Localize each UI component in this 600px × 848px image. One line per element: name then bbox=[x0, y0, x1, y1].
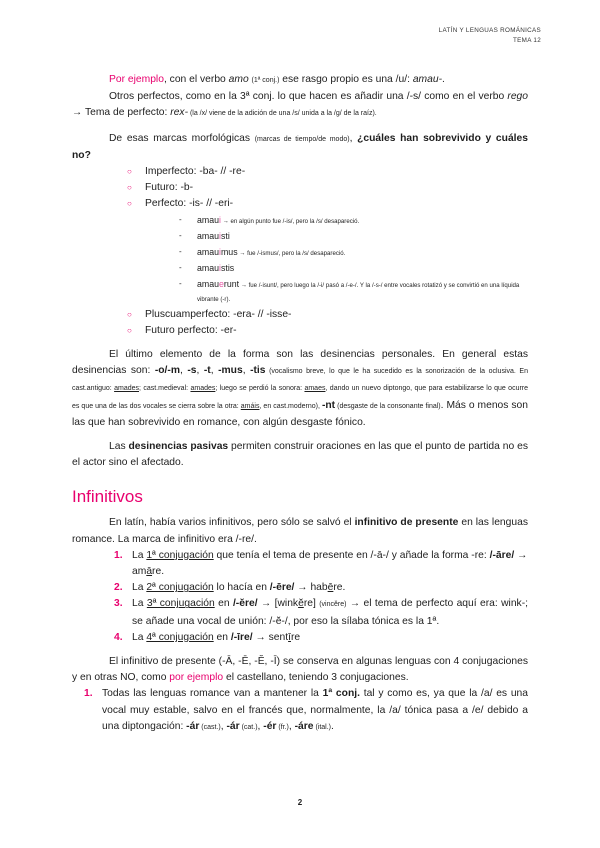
form-stem: amau bbox=[197, 246, 220, 257]
text: , con el verbo bbox=[163, 74, 229, 85]
text: . bbox=[442, 74, 445, 85]
conjugation-list bbox=[72, 548, 528, 646]
sep: , bbox=[196, 365, 204, 377]
header-topic: TEMA 12 bbox=[513, 37, 541, 44]
paragraph-present-infinitive bbox=[72, 654, 528, 686]
ending-form: -ér bbox=[263, 720, 277, 732]
list-item: 2. La 2ª conjugación lo hacía en /-ēre/ → habēre. bbox=[114, 580, 528, 596]
list-item: ○ Futuro: -b- bbox=[127, 180, 528, 196]
form-highlight: i bbox=[219, 214, 221, 225]
form-ending: mus bbox=[220, 246, 238, 257]
list-item: 1. Todas las lenguas romance van a mantener la 1ª conj. tal y como es, ya que la /a/ es una vocal muy estable, salvo en el francés que, normalmente, la /a/ tónica pasa a /e/ debido a una diptongación: -ár (cast.), -ár (cat.), -ér (fr.), -áre (ital.). bbox=[84, 688, 529, 732]
example-label: Por ejemplo bbox=[109, 74, 164, 85]
small-note: (desgaste de la consonante final) bbox=[335, 402, 441, 410]
form-stem: amau bbox=[197, 230, 220, 241]
paragraph-passive bbox=[72, 439, 528, 471]
stem-rex: rex- bbox=[170, 107, 188, 119]
form-note: → fue /-isunt/, pero luego la /-i/ pasó a /-e-/. Y la /-s-/ entre vocales rotatizó y se convirtió en una líquida vibrante (-r). bbox=[197, 281, 520, 303]
small-note: (la /x/ viene de la adición de una /s/ unida a la /g/ de la raíz). bbox=[188, 110, 377, 118]
example-form: amáis bbox=[240, 402, 260, 410]
list-item bbox=[127, 196, 528, 306]
header-course: LATÍN Y LENGUAS ROMÁNICAS bbox=[438, 27, 541, 34]
small-note: (vincĕre) bbox=[319, 601, 347, 609]
ending: -o/-m bbox=[154, 365, 180, 377]
page-content bbox=[72, 72, 528, 736]
small-note: (vocalismo breve, lo que le ha sucedido es la sonorización de la oclusiva. En cast.antiguo: bbox=[72, 368, 528, 393]
example-form: amaes bbox=[304, 385, 326, 393]
list-number: 4. bbox=[114, 631, 123, 643]
paragraph-infinitives bbox=[72, 515, 528, 547]
ending: -tis bbox=[250, 365, 266, 377]
form-ending: stis bbox=[220, 262, 235, 273]
perfect-forms-list bbox=[145, 213, 528, 307]
list-item: 4. La 4ª conjugación en /-īre/ → sentīre bbox=[114, 630, 528, 646]
text: permiten construir oraciones en las que el punto de partida no es el actor sino el afectado. bbox=[72, 441, 528, 469]
term-bold: infinitivo de presente bbox=[354, 517, 459, 529]
list-item: ○ Pluscuamperfecto: -era- // -isse- bbox=[127, 307, 528, 323]
text: en las lenguas romance. La marca de infinitivo era /-re/. bbox=[72, 517, 528, 545]
ending-form: -ár bbox=[226, 720, 240, 732]
ending: -nt bbox=[321, 399, 336, 411]
paragraph-other-perfects bbox=[72, 89, 528, 122]
paragraph-example-amo bbox=[72, 72, 528, 89]
ending-form: /-āre/ bbox=[489, 549, 515, 561]
list-number: 1. bbox=[114, 549, 123, 561]
text: , bbox=[349, 132, 358, 144]
sep: , bbox=[180, 365, 188, 377]
form-ending: runt bbox=[223, 278, 240, 289]
text: En latín, había varios infinitivos, pero sólo se salvó el bbox=[109, 517, 355, 529]
text: → Tema de perfecto: bbox=[72, 107, 171, 119]
running-header bbox=[439, 26, 541, 46]
verb-amo: amo bbox=[228, 74, 249, 85]
ending-form: /-ĕre/ bbox=[232, 598, 258, 610]
list-item: ○ Imperfecto: -ba- // -re- bbox=[127, 164, 528, 180]
small-note: (1ª conj.) bbox=[251, 77, 280, 84]
term-bold: 1ª conj. bbox=[322, 688, 360, 700]
term-bold: desinencias pasivas bbox=[128, 441, 229, 453]
list-number: 3. bbox=[114, 598, 123, 610]
text: . Más o menos son las que han sobrevivido en romance, con algún desgaste fónico. bbox=[72, 399, 528, 428]
form-stem: amau bbox=[197, 278, 220, 289]
form-stem: amau bbox=[197, 214, 220, 225]
stem-amau: amau- bbox=[412, 74, 442, 85]
paragraph-question bbox=[72, 131, 528, 164]
question-bold: ¿cuáles han sobrevivido y cuáles no? bbox=[72, 132, 528, 161]
list-item bbox=[179, 213, 528, 229]
conjugation-name: 4ª conjugación bbox=[146, 631, 214, 643]
text: ese rasgo propio es una /u/: bbox=[279, 74, 413, 85]
list-item bbox=[179, 277, 528, 307]
small-note: ; cast.medieval: bbox=[139, 385, 191, 393]
ending-form: /-ēre/ bbox=[269, 582, 295, 594]
sep: , bbox=[242, 365, 251, 377]
form-highlight: i bbox=[219, 230, 221, 241]
page-number: 2 bbox=[297, 798, 303, 807]
list-item-text: Perfecto: -is- // -eri- bbox=[145, 198, 234, 210]
text: El infinitivo de presente (-Ā, -Ē, -Ĕ, -Ī) se conserva en algunas lenguas con 4 conjugaciones y en otras NO, como bbox=[72, 656, 528, 684]
tense-list bbox=[72, 164, 528, 339]
small-note: , en cast.moderno), bbox=[259, 402, 322, 410]
ending: -s bbox=[187, 365, 197, 377]
sep: , bbox=[210, 365, 219, 377]
form-stem: amau bbox=[197, 262, 220, 273]
form-ending: sti bbox=[220, 230, 230, 241]
ending: -mus bbox=[218, 365, 243, 377]
list-item: 3. La 3ª conjugación en /-ĕre/ → [winkĕre] (vincĕre) → el tema de perfecto aquí era: wink-; se añade una vocal de unión: /-ĕ-/, por eso la sílaba tónica es la 1ª. bbox=[114, 598, 528, 627]
section-title: Infinitivos bbox=[72, 487, 143, 507]
conjugation-name: 1ª conjugación bbox=[146, 549, 214, 561]
example-form: amades bbox=[190, 385, 216, 393]
list-item bbox=[179, 245, 528, 261]
example-form: amades bbox=[114, 385, 139, 393]
ending-form: -ár bbox=[186, 720, 200, 732]
text: De esas marcas morfológicas bbox=[109, 132, 255, 144]
verb-rego: rego bbox=[507, 91, 528, 103]
list-item bbox=[179, 261, 528, 277]
list-item: 1. La 1ª conjugación que tenía el tema de presente en /-ā-/ y añade la forma -re: /-āre/ → amāre. bbox=[114, 549, 528, 578]
paragraph-endings bbox=[72, 347, 528, 431]
conjugation-name: 2ª conjugación bbox=[146, 582, 214, 594]
romance-list bbox=[72, 686, 528, 736]
small-note: (marcas de tiempo/de modo) bbox=[254, 135, 350, 143]
text: El último elemento de la forma son las desinencias personales. En general estas desinencias son: bbox=[72, 349, 528, 377]
small-note: ; luego se perdió la sonora: bbox=[215, 385, 305, 393]
example-label: por ejemplo bbox=[169, 672, 224, 684]
form-highlight: i bbox=[219, 262, 221, 273]
text: el castellano, teniendo 3 conjugaciones. bbox=[223, 672, 409, 684]
list-number: 1. bbox=[84, 688, 93, 700]
text: Las bbox=[109, 441, 129, 453]
list-item bbox=[179, 229, 528, 245]
conjugation-name: 3ª conjugación bbox=[146, 598, 215, 610]
ending: -t bbox=[203, 365, 211, 377]
list-item: ○ Futuro perfecto: -er- bbox=[127, 323, 528, 339]
ending-form: /-īre/ bbox=[230, 631, 253, 643]
text: Otros perfectos, como en la 3ª conj. lo que hacen es añadir una /-s/ como en el verbo bbox=[109, 91, 508, 103]
list-number: 2. bbox=[114, 582, 123, 594]
form-note: → fue /-ismus/, pero la /s/ desapareció. bbox=[237, 249, 346, 257]
small-note: , dando un nuevo diptongo, que para estabilizarse lo que ocurre es que una de las dos vocales se cierra sobre la otra: bbox=[72, 385, 529, 410]
form-highlight: e bbox=[219, 278, 224, 289]
form-highlight: i bbox=[219, 246, 221, 257]
form-note: → en algún punto fue /-is/, pero la /s/ desapareció. bbox=[220, 217, 360, 225]
ending-form: -áre bbox=[294, 720, 314, 732]
